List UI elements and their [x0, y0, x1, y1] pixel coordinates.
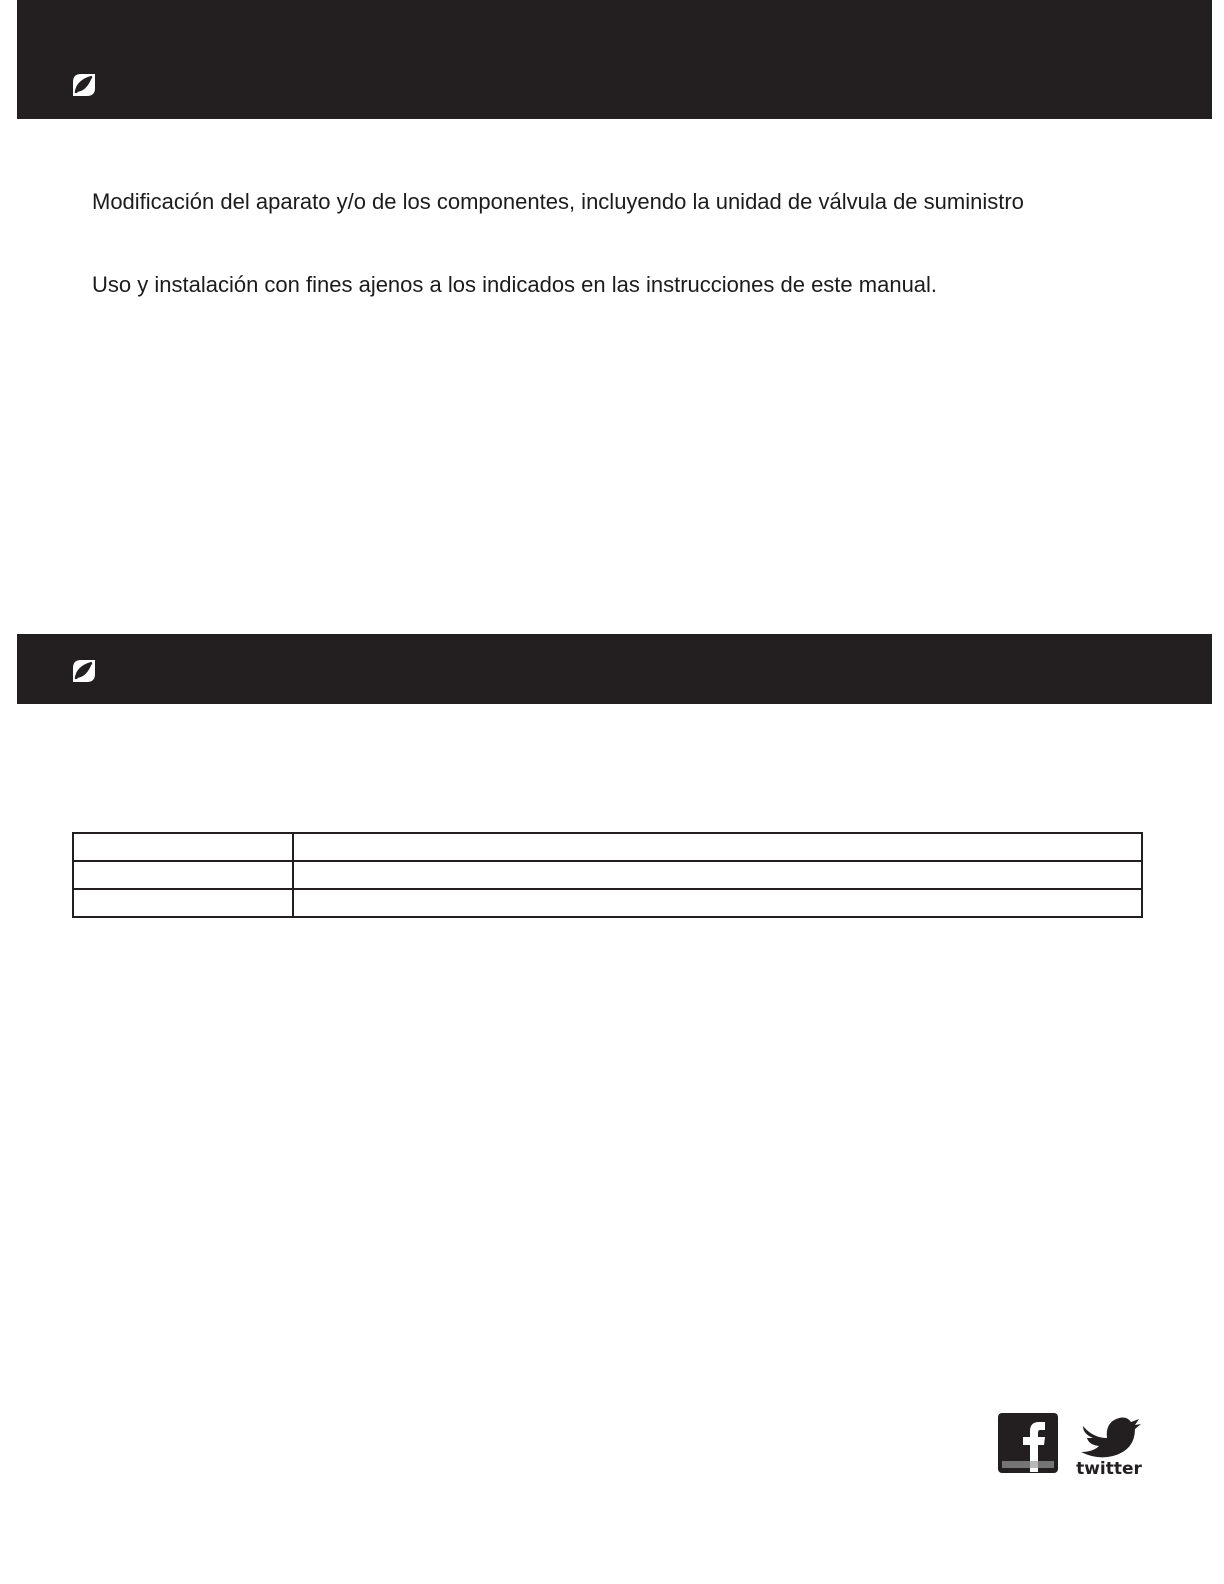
- table-cell: [293, 861, 1142, 889]
- table-cell: [73, 833, 293, 861]
- table-row: [73, 833, 1142, 861]
- table-cell: [73, 861, 293, 889]
- leaf-logo-icon: [71, 658, 97, 684]
- table-row: [73, 861, 1142, 889]
- paragraph-usage: Uso y instalación con fines ajenos a los indicados en las instrucciones de este manual.: [92, 272, 938, 297]
- twitter-label: twitter: [1076, 1459, 1142, 1478]
- table-cell: [293, 889, 1142, 917]
- header-band: [17, 0, 1212, 119]
- table-row: [73, 889, 1142, 917]
- section-band: [17, 634, 1212, 704]
- paragraph-modification: Modificación del aparato y/o de los componentes, incluyendo la unidad de válvula de suministro: [92, 189, 1024, 214]
- leaf-logo-icon: [71, 72, 97, 98]
- table-cell: [73, 889, 293, 917]
- facebook-icon[interactable]: [997, 1412, 1059, 1474]
- table-cell: [293, 833, 1142, 861]
- twitter-icon[interactable]: [1073, 1412, 1145, 1478]
- data-table: [72, 832, 1143, 918]
